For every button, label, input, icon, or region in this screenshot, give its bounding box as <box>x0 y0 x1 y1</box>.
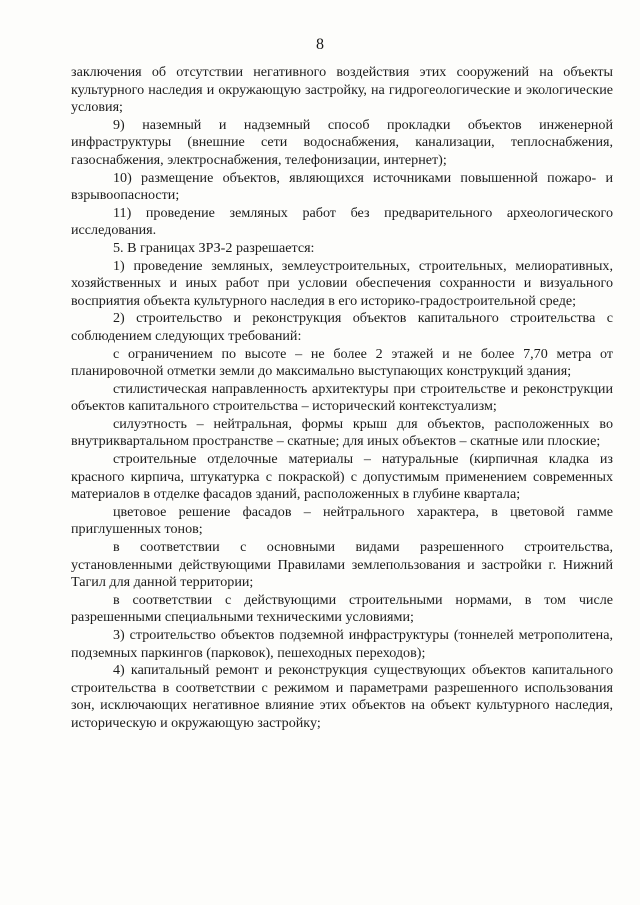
paragraph: 11) проведение земляных работ без предварительного археологического исследования. <box>71 204 613 239</box>
paragraph: с ограничением по высоте – не более 2 этажей и не более 7,70 метра от планировочной отметки земли до максимально выступающих конструкций здания; <box>71 345 613 380</box>
paragraph: 1) проведение земляных, землеустроительных, строительных, мелиоративных, хозяйственных и иных работ при условии обеспечения сохранности и визуального восприятия объекта культурного наследия в его историко-градостроительной среде; <box>71 257 613 309</box>
paragraph: 4) капитальный ремонт и реконструкция существующих объектов капитального строительства в соответствии с режимом и параметрами разрешенного использования зон, исключающих негативное влияние этих объектов на объект культурного наследия, историческую и окружающую застройку; <box>71 662 613 731</box>
page-number: 8 <box>316 36 324 53</box>
section-heading: 5. В границах ЗРЗ-2 разрешается: <box>113 239 315 256</box>
paragraph: силуэтность – нейтральная, формы крыш для объектов, расположенных во внутриквартальном пространстве – скатные; для иных объектов – скатные или плоские; <box>71 415 613 450</box>
paragraph: строительные отделочные материалы – натуральные (кирпичная кладка из красного кирпича, штукатурка с покраской) с допустимым применением современных материалов в отделке фасадов зданий, расположенных в глубине квартала; <box>71 451 613 503</box>
paragraph: в соответствии с действующими строительными нормами, в том числе разрешенными специальными техническими условиями; <box>71 591 613 626</box>
paragraph: 2) строительство и реконструкция объектов капитального строительства с соблюдением следующих требований: <box>71 310 613 344</box>
paragraph: цветовое решение фасадов – нейтрального характера, в цветовой гамме приглушенных тонов; <box>71 503 613 538</box>
paragraph: 10) размещение объектов, являющихся источниками повышенной пожаро- и взрывоопасности; <box>71 169 613 204</box>
paragraph: стилистическая направленность архитектуры при строительстве и реконструкции объектов капитального строительства – исторический контекстуализм; <box>71 380 613 415</box>
paragraph: 3) строительство объектов подземной инфраструктуры (тоннелей метрополитена, подземных паркингов (парковок), пешеходных переходов); <box>71 627 613 661</box>
paragraph: 9) наземный и надземный способ прокладки объектов инженерной инфраструктуры (внешние сети водоснабжения, канализации, теплоснабжения, газоснабжения, электроснабжения, телефонизации, интернет); <box>71 116 613 168</box>
paragraph: в соответствии с основными видами разрешенного строительства, установленными действующими Правилами землепользования и застройки г. Нижний Тагил для данной территории; <box>71 539 613 591</box>
paragraph: заключения об отсутствии негативного воздействия этих сооружений на объекты культурного наследия и окружающую застройку, на гидрогеологические и экологические условия; <box>71 64 613 116</box>
document-body <box>71 64 613 733</box>
